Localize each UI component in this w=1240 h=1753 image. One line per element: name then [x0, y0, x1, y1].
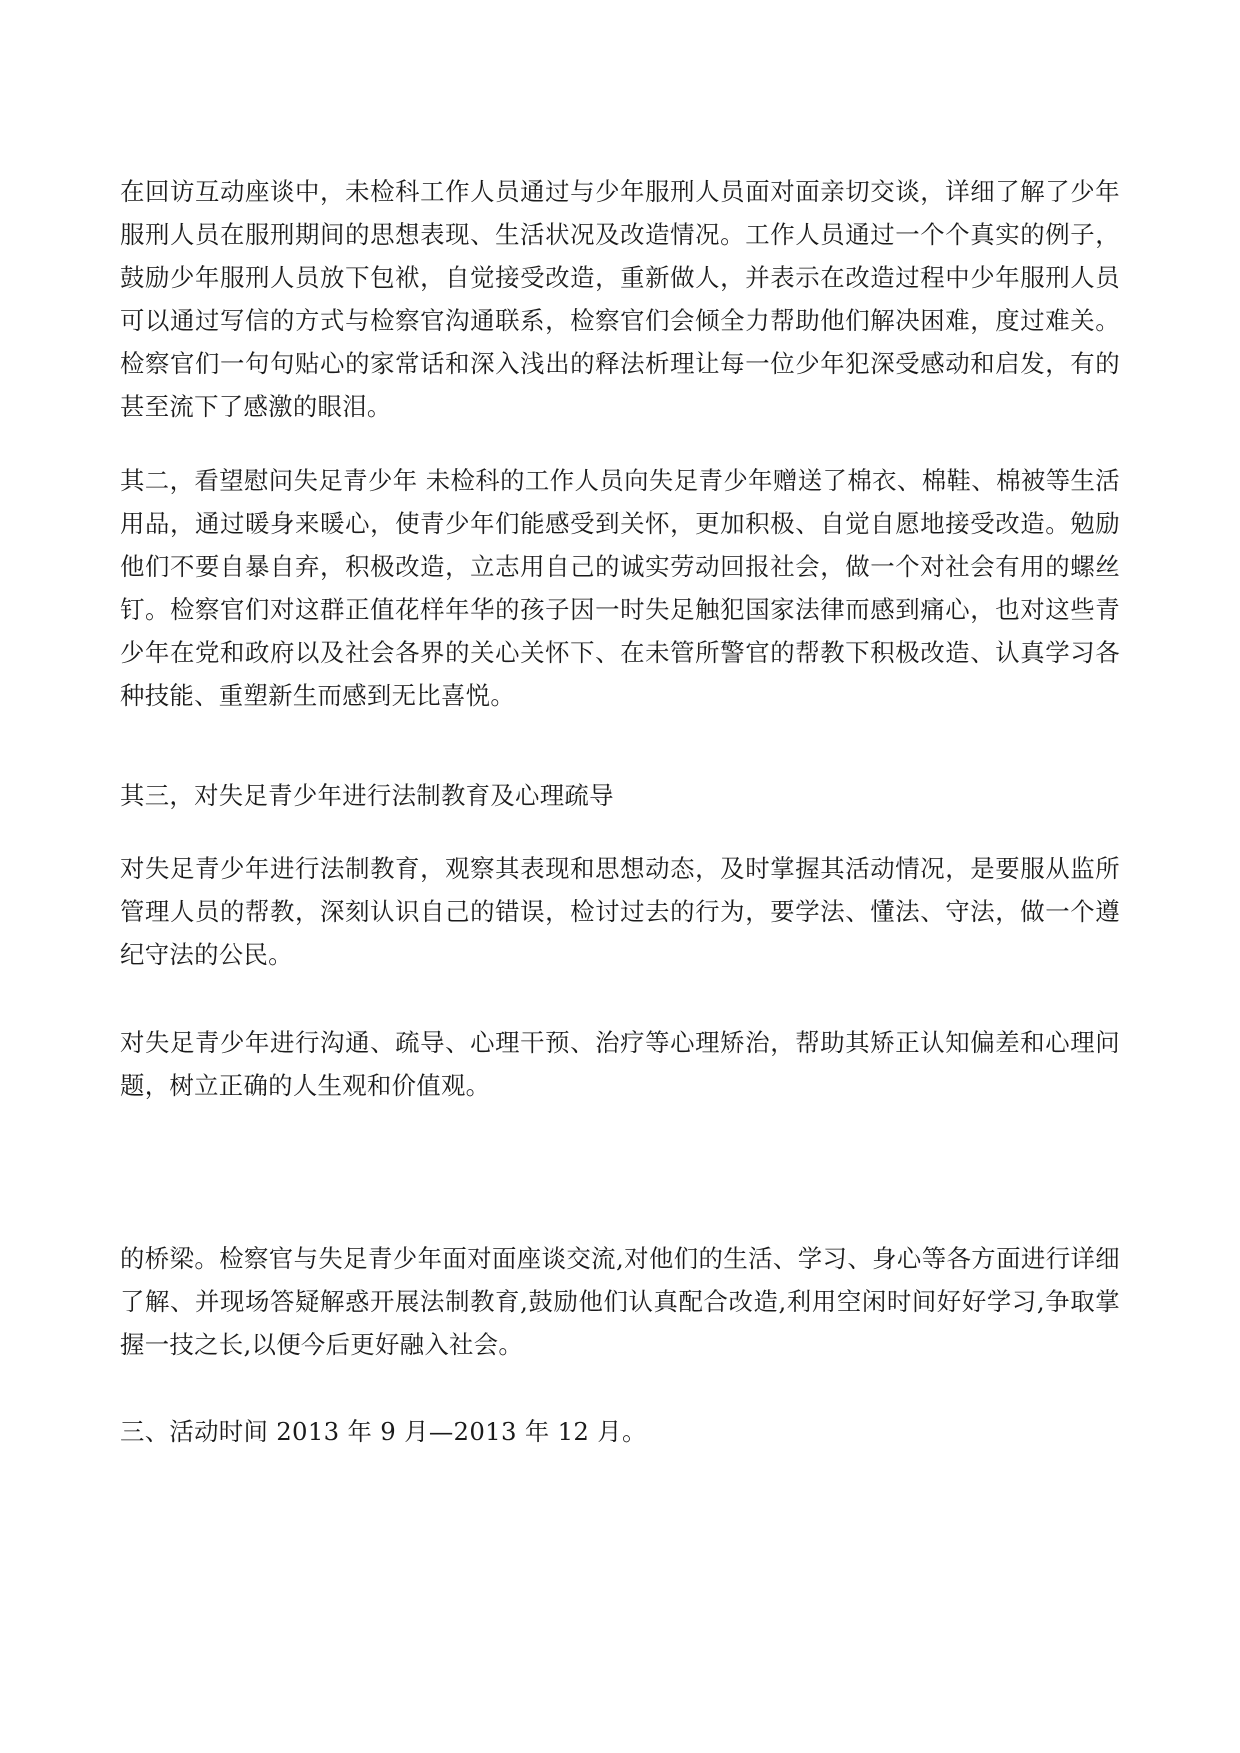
- paragraph-bridge: 的桥梁。检察官与失足青少年面对面座谈交流,对他们的生活、学习、身心等各方面进行详细了解、并现场答疑解惑开展法制教育,鼓励他们认真配合改造,利用空闲时间好好学习,争取掌握一技之长,以便今后更好融入社会。: [120, 1244, 1120, 1359]
- paragraph-third-heading: 其三，对失足青少年进行法制教育及心理疏导: [120, 781, 614, 810]
- paragraph-psychological-guidance: 对失足青少年进行沟通、疏导、心理干预、治疗等心理矫治，帮助其矫正认知偏差和心理问题，树立正确的人生观和价值观。: [120, 1028, 1120, 1100]
- paragraph-legal-education: 对失足青少年进行法制教育，观察其表现和思想动态，及时掌握其活动情况，是要服从监所管理人员的帮教，深刻认识自己的错误，检讨过去的行为，要学法、懂法、守法，做一个遵纪守法的公民。: [120, 854, 1120, 969]
- paragraph-interview-visit: 在回访互动座谈中，未检科工作人员通过与少年服刑人员面对面亲切交谈，详细了解了少年服刑人员在服刑期间的思想表现、生活状况及改造情况。工作人员通过一个个真实的例子，鼓励少年服刑人员放下包袱，自觉接受改造，重新做人，并表示在改造过程中少年服刑人员可以通过写信的方式与检察官沟通联系，检察官们会倾全力帮助他们解决困难，度过难关。检察官们一句句贴心的家常话和深入浅出的释法析理让每一位少年犯深受感动和启发，有的甚至流下了感激的眼泪。: [120, 177, 1120, 421]
- paragraph-second-item: 其二，看望慰问失足青少年 未检科的工作人员向失足青少年赠送了棉衣、棉鞋、棉被等生活用品，通过暖身来暖心，使青少年们能感受到关怀，更加积极、自觉自愿地接受改造。勉励他们不要自暴自弃，积极改造，立志用自己的诚实劳动回报社会，做一个对社会有用的螺丝钉。检察官们对这群正值花样年华的孩子因一时失足触犯国家法律而感到痛心，也对这些青少年在党和政府以及社会各界的关心关怀下、在未管所警官的帮教下积极改造、认真学习各种技能、重塑新生而感到无比喜悦。: [120, 466, 1120, 710]
- paragraph-activity-time: 三、活动时间 2013 年 9 月—2013 年 12 月。: [120, 1417, 647, 1446]
